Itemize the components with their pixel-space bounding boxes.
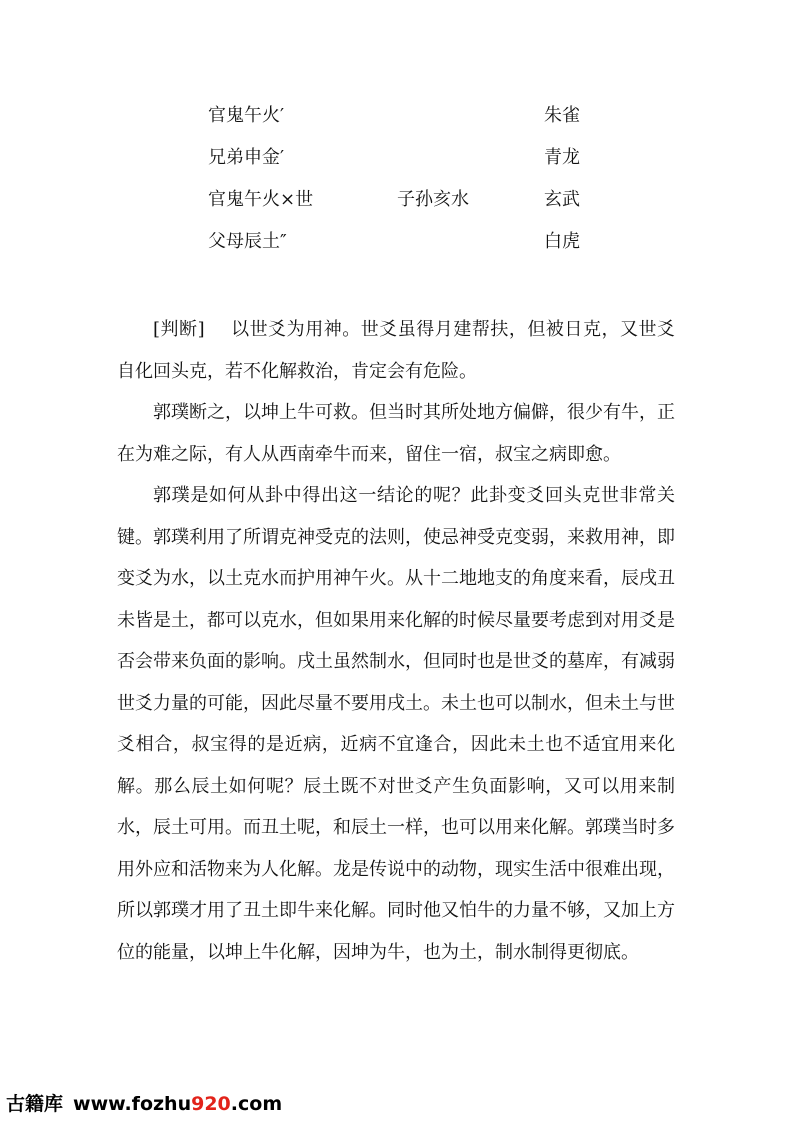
hexagram-line-row [0, 227, 793, 257]
site-url-prefix: www.fozhu [73, 1093, 192, 1115]
site-url-suffix: .com [230, 1093, 283, 1115]
judgment-text: 以世爻为用神。世爻虽得月建帮扶，但被日克，又世爻自化回头克，若不化解救治，肯定会有危险。 [117, 319, 676, 382]
line-relation-text: 官鬼午火×世 [208, 189, 314, 210]
changed-line-text: 子孙亥水 [397, 189, 469, 210]
article-body [117, 309, 675, 973]
judgment-paragraph [117, 309, 675, 392]
six-spirit-text: 朱雀 [544, 105, 580, 126]
judgment-label: [判断] [153, 319, 205, 340]
line-relation-text: 父母辰土″ [208, 231, 287, 252]
line-relation-text: 官鬼午火′ [208, 105, 285, 126]
hexagram-line-row [0, 185, 793, 215]
site-url-highlight: 920 [191, 1093, 231, 1115]
site-watermark [6, 1089, 282, 1116]
hexagram-line-row [0, 101, 793, 131]
paragraph: 郭璞断之，以坤上牛可救。但当时其所处地方偏僻，很少有牛，正在为难之际，有人从西南牵牛而来，留住一宿，叔宝之病即愈。 [117, 402, 675, 465]
site-name: 古籍库 [6, 1093, 64, 1115]
paragraph: 郭璞是如何从卦中得出这一结论的呢？此卦变爻回头克世非常关键。郭璞利用了所谓克神受克的法则，使忌神受克变弱，来救用神，即变爻为水，以土克水而护用神午火。从十二地地支的角度来看，辰戌丑未皆是土，都可以克水，但如果用来化解的时候尽量要考虑到对用爻是否会带来负面的影响。戌土虽然制水，但同时也是世爻的墓库，有减弱世爻力量的可能，因此尽量不要用戌土。未土也可以制水，但未土与世爻相合，叔宝得的是近病，近病不宜逢合，因此未土也不适宜用来化解。那么辰土如何呢？辰土既不对世爻产生负面影响，又可以用来制水，辰土可用。而丑土呢，和辰土一样，也可以用来化解。郭璞当时多用外应和活物来为人化解。龙是传说中的动物，现实生活中很难出现，所以郭璞才用了丑土即牛来化解。同时他又怕牛的力量不够，又加上方位的能量，以坤上牛化解，因坤为牛，也为土，制水制得更彻底。 [117, 485, 675, 963]
line-relation-text: 兄弟申金′ [208, 147, 285, 168]
six-spirit-text: 玄武 [544, 189, 580, 210]
six-spirit-text: 青龙 [544, 147, 580, 168]
hexagram-line-row [0, 143, 793, 173]
six-spirit-text: 白虎 [544, 231, 580, 252]
